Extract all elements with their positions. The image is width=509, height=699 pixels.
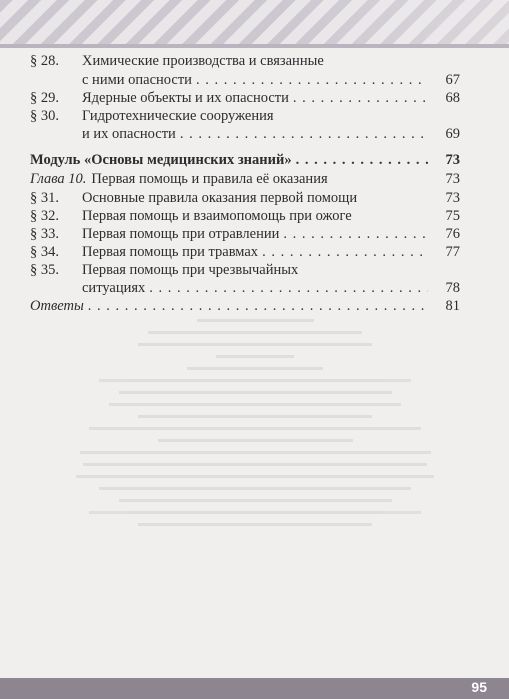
page-ref: 68 — [445, 90, 460, 106]
toc-entry-35-line2 — [30, 279, 460, 297]
section-title: Основные правила оказания первой помощи — [82, 190, 358, 206]
toc-entry-29 — [30, 89, 460, 107]
leader-dots — [262, 243, 428, 261]
toc-chapter-10 — [30, 170, 460, 188]
section-title: Первая помощь при чрезвычайных — [82, 262, 299, 278]
page-number: 95 — [471, 679, 487, 695]
leader-dots — [88, 297, 428, 315]
page-ref: 73 — [445, 190, 460, 206]
toc-entry-32 — [30, 207, 460, 225]
toc-entry-30-line2 — [30, 125, 460, 143]
answers-title: Ответы — [30, 298, 84, 314]
toc-entry-30-line1 — [30, 107, 460, 125]
leader-dots — [149, 279, 428, 297]
footer-bar — [0, 678, 509, 699]
toc-entry-33 — [30, 225, 460, 243]
section-number: § 34. — [30, 244, 59, 260]
section-number: § 30. — [30, 108, 59, 124]
module-title: Модуль «Основы медицинских знаний» — [30, 152, 292, 168]
section-title: Первая помощь и взаимопомощь при ожоге — [82, 208, 352, 224]
section-title: Гидротехнические сооружения — [82, 108, 274, 124]
section-number: § 29. — [30, 90, 59, 106]
page-ref: 67 — [445, 72, 460, 88]
page-ref: 77 — [445, 244, 460, 260]
section-title-cont: с ними опасности — [82, 72, 192, 88]
toc-entry-34 — [30, 243, 460, 261]
toc-entry-35-line1 — [30, 261, 460, 279]
page-ref: 81 — [445, 298, 460, 314]
section-number: § 32. — [30, 208, 59, 224]
leader-dots — [296, 151, 428, 169]
chapter-title: Первая помощь и правила её оказания — [91, 171, 328, 187]
section-number: § 35. — [30, 262, 59, 278]
toc-answers — [30, 297, 460, 315]
section-title: Химические производства и связанные — [82, 53, 324, 69]
page-ref: 69 — [445, 126, 460, 142]
page-ref: 78 — [445, 280, 460, 296]
page-ref: 76 — [445, 226, 460, 242]
section-number: § 31. — [30, 190, 59, 206]
toc-entry-31 — [30, 189, 460, 207]
leader-dots — [293, 89, 428, 107]
leader-dots — [196, 71, 428, 89]
section-number: § 28. — [30, 53, 59, 69]
leader-dots — [180, 125, 428, 143]
section-title-cont: и их опасности — [82, 126, 176, 142]
toc-entry-28-line1 — [30, 52, 460, 70]
page-ref: 73 — [445, 171, 460, 187]
section-title: Ядерные объекты и их опасности — [82, 90, 289, 106]
section-title-cont: ситуациях — [82, 280, 146, 296]
page-ref: 73 — [445, 152, 460, 168]
toc-module — [30, 151, 460, 169]
section-title: Первая помощь при отравлении — [82, 226, 280, 242]
toc-entry-28-line2 — [30, 71, 460, 89]
section-title: Первая помощь при травмах — [82, 244, 259, 260]
section-number: § 33. — [30, 226, 59, 242]
chapter-label: Глава 10. — [30, 171, 87, 187]
leader-dots — [283, 225, 428, 243]
page-ref: 75 — [445, 208, 460, 224]
